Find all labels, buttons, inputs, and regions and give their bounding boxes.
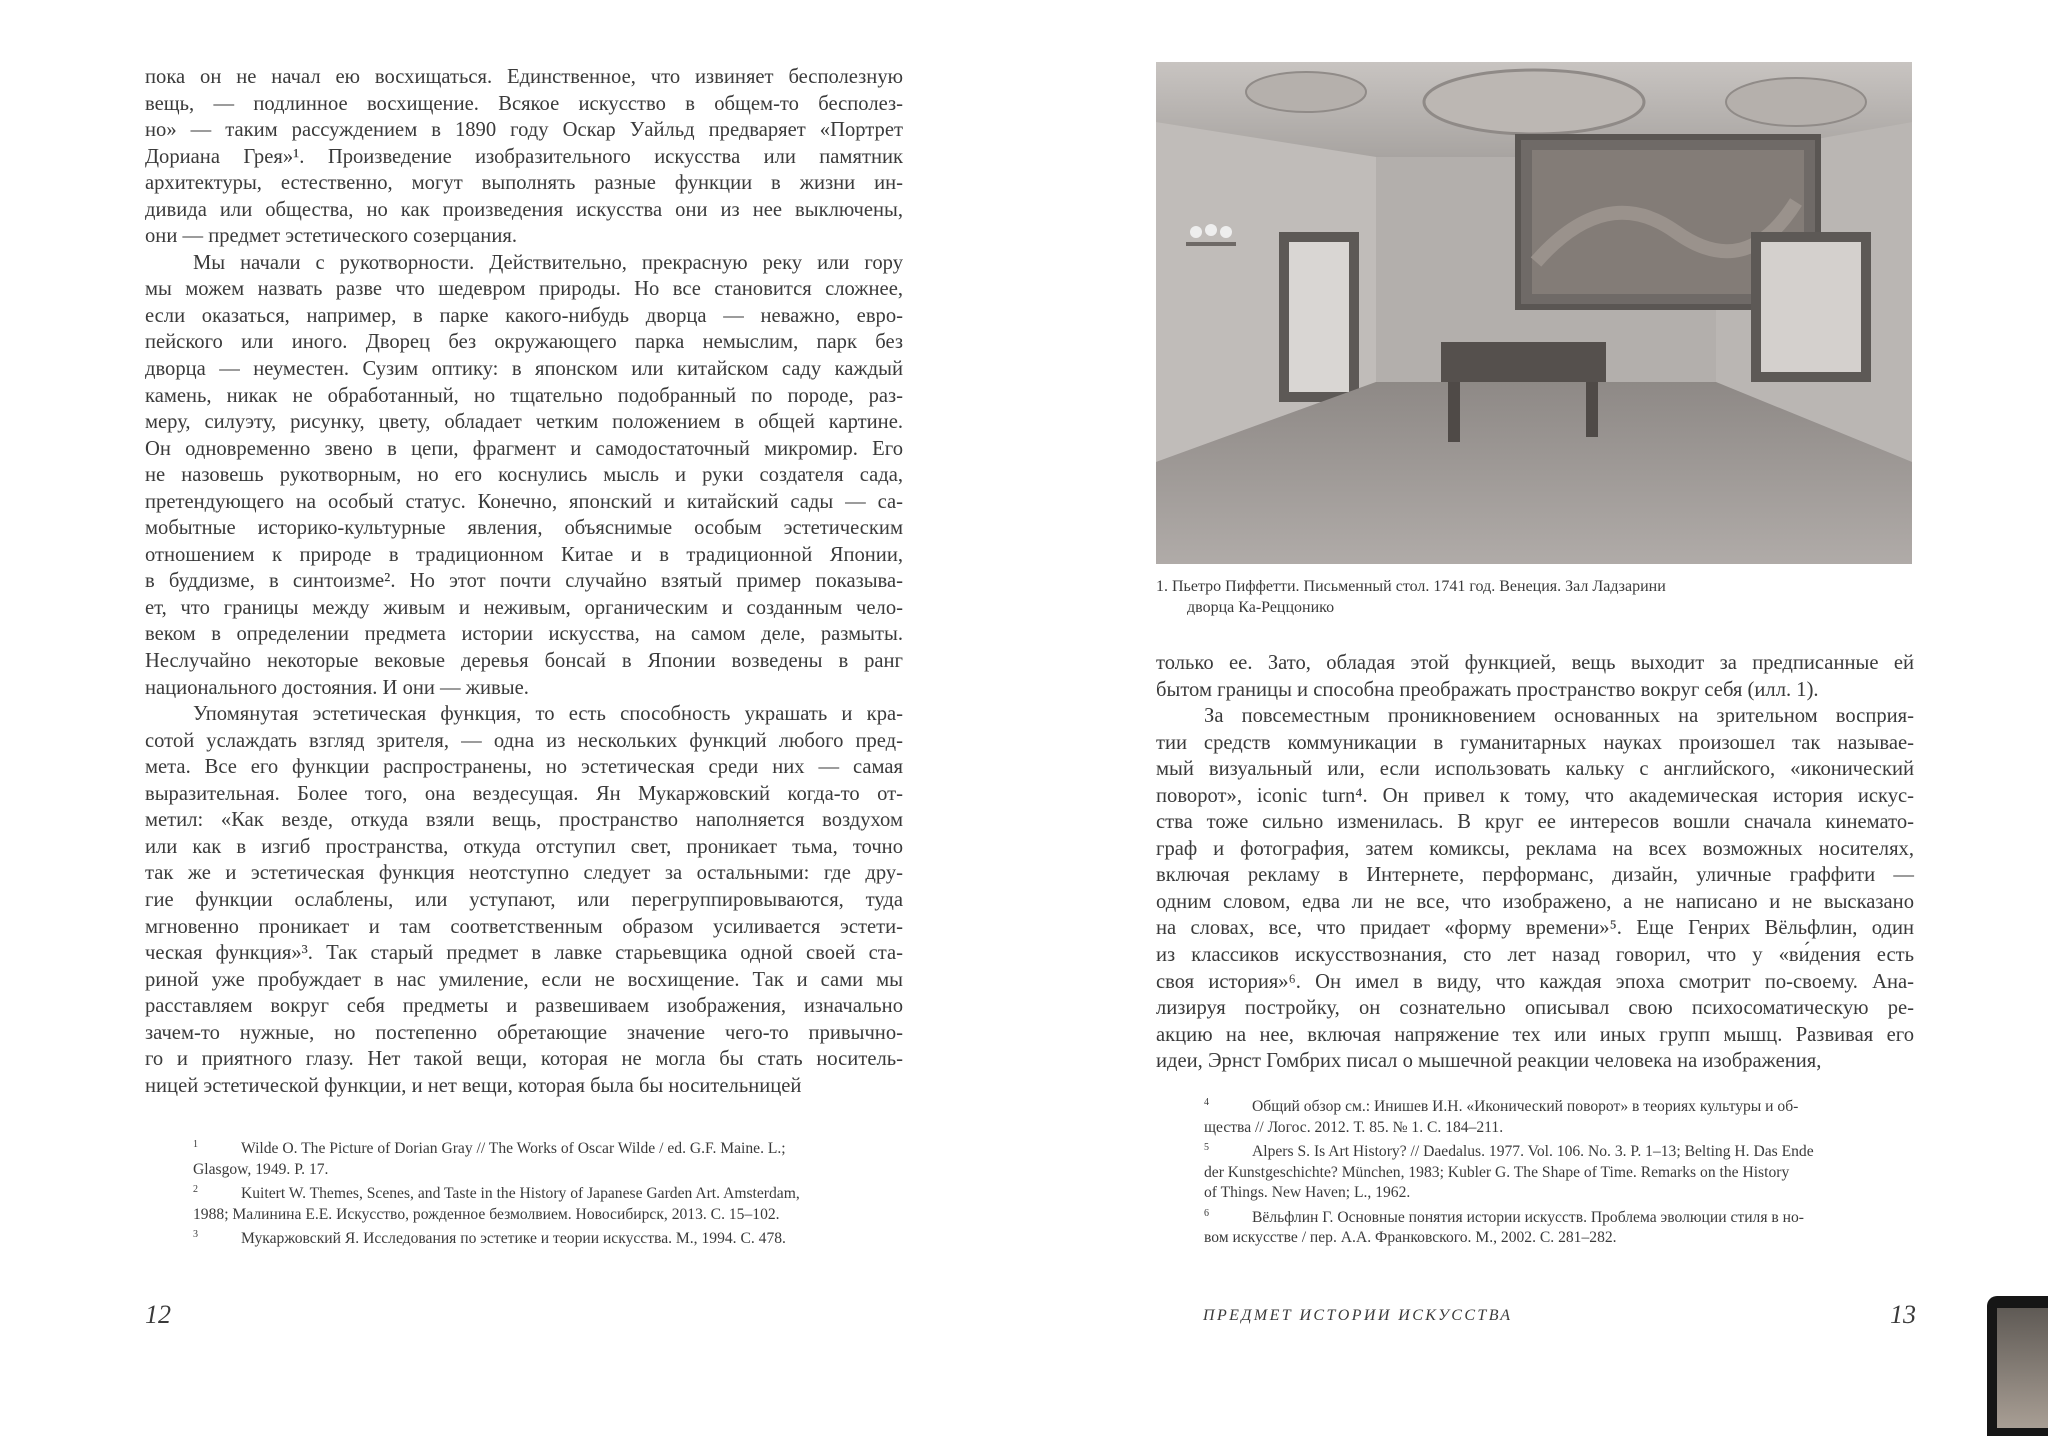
text-line: мы можем назвать разве что шедевром природы. Но все становится сложнее, — [145, 278, 903, 301]
footnote-line: of Things. New Haven; L., 1962. — [1204, 1184, 1411, 1201]
text-line: отношением к природе в традиционном Китае и в традиционной Японии, — [145, 543, 903, 566]
text-line: Упомянутая эстетическая функция, то есть способность украшать и кра- — [193, 703, 903, 726]
text-line: идеи, Эрнст Гомбрих писал о мышечной реакции человека на изображения, — [1156, 1050, 1822, 1073]
left-footnotes — [193, 1135, 945, 1250]
footnote-line: $^6$ Вёльфлин Г. Основные понятия истории искусств. Проблема эволюции стиля в но- — [1204, 1207, 1804, 1226]
text-line: одним словом, едва ли не все, что изображено, а не написано и не высказано — [1156, 890, 1914, 913]
text-line: бытом границы и способна преображать пространство вокруг себя (илл. 1). — [1156, 678, 1819, 701]
footnote-number: 6 — [1204, 1207, 1209, 1219]
device-screen — [1997, 1308, 2048, 1428]
text-line: мобытные историко-культурные явления, объяснимые особым эстетическим — [145, 517, 903, 540]
text-line: гие функции ослаблены, или уступают, или перегруппировываются, туда — [145, 888, 903, 911]
text-line: меру, силуэту, рисунку, цвету, обладает четким положением в общей картине. — [145, 411, 903, 434]
footnote — [1204, 1204, 1904, 1249]
text-line: тии средств коммуникации в гуманитарных науках произошел так называе- — [1156, 731, 1914, 754]
text-line: веком в определении предмета истории искусства, на самом деле, размыты. — [145, 623, 903, 646]
footnote-line: $^4$ Общий обзор см.: Инишев И.Н. «Иконический поворот» в теориях культуры и об- — [1204, 1097, 1799, 1115]
figure-caption-line-1: 1. Пьетро Пиффетти. Письменный стол. 1741 год. Венеция. Зал Ладзарини — [1156, 578, 1666, 595]
footnote-number: 1 — [193, 1139, 198, 1150]
text-line: дворца — неуместен. Сузим оптику: в японском или китайском саду каждый — [145, 358, 903, 381]
footnote-number: 4 — [1204, 1097, 1209, 1108]
text-line: или как в изгиб пространства, откуда отступил свет, проникает тьма, точно — [145, 835, 903, 858]
text-line: граф и фотография, затем комиксы, реклама на всех возможных носителях, — [1156, 837, 1914, 860]
text-line: мый визуальный или, если использовать кальку с английского, «иконический — [1156, 758, 1914, 781]
text-line: лизируя постройку, он сознательно описывал свою психосоматическую ре- — [1156, 997, 1914, 1020]
figure-photo — [1156, 62, 1912, 564]
left-body-text — [145, 64, 903, 1099]
text-line: Он одновременно звено в цепи, фрагмент и самодостаточный микромир. Его — [145, 437, 903, 460]
footnote-line: 1988; Малинина Е.Е. Искусство, рожденное безмолвием. Новосибирск, 2013. С. 15–102. — [193, 1205, 780, 1223]
footnote-line: $^5$ Alpers S. Is Art History? // Daedalus. 1977. Vol. 106. No. 3. P. 1–13; Belting H. Das Ende — [1204, 1142, 1814, 1160]
footnote — [1204, 1138, 1904, 1204]
text-line: но» — таким рассуждением в 1890 году Оскар Уайльд предваряет «Портрет — [145, 119, 903, 142]
footnote-number: 2 — [193, 1184, 198, 1195]
text-line: Мы начали с рукотворности. Действительно, прекрасную реку или гору — [193, 251, 903, 274]
text-line: ницей эстетической функции, и нет вещи, которая была бы носительницей — [145, 1074, 802, 1097]
left-page — [0, 0, 1024, 1425]
text-line: Неслучайно некоторые вековые деревья бонсай в Японии возведены в ранг — [145, 650, 903, 673]
text-line: ства тоже сильно изменилась. В круг ее интересов вошли сначала кинемато- — [1156, 811, 1914, 834]
footnote-line: $^3$ Мукаржовский Я. Исследования по эстетике и теории искусства. М., 1994. С. 478. — [193, 1229, 786, 1247]
text-line: камень, никак не обработанный, но тщательно подобранный по породе, раз- — [145, 384, 903, 407]
footnote-line: der Kunstgeschichte? München, 1983; Kubler G. The Shape of Time. Remarks on the History — [1204, 1163, 1790, 1181]
text-line: сотой услаждать взгляд зрителя, — одна из нескольких функций любого пред- — [145, 729, 903, 752]
footnote — [193, 1180, 945, 1225]
footnote-number: 5 — [1204, 1142, 1209, 1153]
text-line: в буддизме, в синтоизме². Но этот почти случайно взятый пример показыва- — [145, 570, 903, 593]
text-line: риной уже пробуждает в нас умиление, если не восхищение. Так и сами мы — [145, 968, 903, 991]
text-line: мета. Все его функции распространены, но эстетическая среди них — самая — [145, 756, 903, 779]
footnote-line: $^2$ Kuitert W. Themes, Scenes, and Taste in the History of Japanese Garden Art. Amsterdam, — [193, 1184, 800, 1202]
text-line: поворот», iconic turn⁴. Он привел к тому, что академическая история искус- — [1156, 784, 1914, 807]
text-line: так же и эстетическая функция неотступно следует за остальными: где дру- — [145, 862, 903, 885]
text-line: мгновенно проникает и там соответственным образом усиливается эстети- — [145, 915, 903, 938]
device-corner — [1987, 1296, 2048, 1436]
footnote-line: щества // Логос. 2012. Т. 85. № 1. С. 184–211. — [1204, 1118, 1504, 1136]
footnote-line: $^1$ Wilde O. The Picture of Dorian Gray // The Works of Oscar Wilde / ed. G.F. Maine. L.; — [193, 1139, 786, 1157]
text-line: За повсеместным проникновением основанных на зрительном восприя- — [1204, 705, 1914, 728]
text-line: расставляем вокруг себя предметы и развешиваем изображения, изначально — [145, 995, 903, 1018]
footnote — [193, 1135, 945, 1180]
text-line: они — предмет эстетического созерцания. — [145, 225, 517, 248]
text-line: если оказаться, например, в парке какого-нибудь дворца — неважно, евро- — [145, 304, 903, 327]
text-line: из классиков искусствознания, сто лет назад говорил, что у «ви́дения есть — [1156, 944, 1914, 967]
right-footnotes — [1204, 1093, 1904, 1249]
text-line: вещь, — подлинное восхищение. Всякое искусство в общем-то бесполез- — [145, 92, 903, 115]
text-line: пока он не начал ею восхищаться. Единственное, что извиняет бесполезную — [145, 66, 903, 88]
text-line: пейского или иного. Дворец без окружающего парка немыслим, парк без — [145, 331, 903, 354]
footnote — [1204, 1093, 1904, 1138]
text-line: Дориана Грея»¹. Произведение изобразительного искусства или памятник — [145, 145, 903, 168]
text-line: национального достояния. И они — живые. — [145, 676, 529, 699]
running-head: ПРЕДМЕТ ИСТОРИИ ИСКУССТВА — [1203, 1307, 1513, 1324]
text-line: ет, что границы между живым и неживым, органическим и созданным чело- — [145, 596, 903, 619]
footnote-line: вом искусстве / пер. А.А. Франковского. М., 2002. С. 281–282. — [1204, 1229, 1617, 1246]
footnote-line: Glasgow, 1949. P. 17. — [193, 1160, 329, 1178]
footnote — [193, 1225, 945, 1250]
page-number-left: 12 — [145, 1300, 171, 1329]
text-line: своя история»⁶. Он имел в виду, что каждая эпоха смотрит по-своему. Ана- — [1156, 970, 1914, 993]
text-line: го и приятного глазу. Нет такой вещи, которая не могла бы стать носитель- — [145, 1048, 903, 1071]
text-line: на словах, все, что придает «форму времени»⁵. Еще Генрих Вёльфлин, один — [1156, 917, 1914, 940]
text-line: выразительная. Более того, она вездесущая. Ян Мукаржовский когда-то от- — [145, 782, 903, 805]
text-line: ческая функция»³. Так старый предмет в лавке старьевщика одной своей ста- — [145, 942, 903, 965]
figure-caption — [1156, 576, 1776, 618]
footnote-number: 3 — [193, 1229, 198, 1240]
page-number-right: 13 — [1890, 1300, 1916, 1329]
text-line: дивида или общества, но как произведения искусства они из нее выключены, — [145, 198, 903, 221]
right-body-text — [1156, 650, 1914, 1075]
text-line: не назовешь рукотворным, но его коснулись мысль и руки создателя сада, — [145, 464, 903, 487]
text-line: претендующего на особый статус. Конечно, японский и китайский сады — са- — [145, 490, 903, 513]
photo-interior-hall-icon — [1156, 62, 1912, 564]
text-line: метил: «Как везде, откуда взяли вещь, пространство наполняется воздухом — [145, 809, 903, 832]
text-line: только ее. Зато, обладая этой функцией, вещь выходит за предписанные ей — [1156, 652, 1914, 674]
text-line: зачем-то нужные, но постепенно обретающие значение чего-то привычно- — [145, 1021, 903, 1044]
text-line: включая рекламу в Интернете, перформанс, дизайн, уличные граффити — — [1156, 864, 1914, 887]
figure-caption-line-2: дворца Ка-Реццонико — [1187, 599, 1335, 616]
text-line: архитектуры, естественно, могут выполнять разные функции в жизни ин- — [145, 172, 903, 195]
text-line: акцию на нее, включая напряжение тех или иных групп мышц. Развивая его — [1156, 1023, 1914, 1046]
